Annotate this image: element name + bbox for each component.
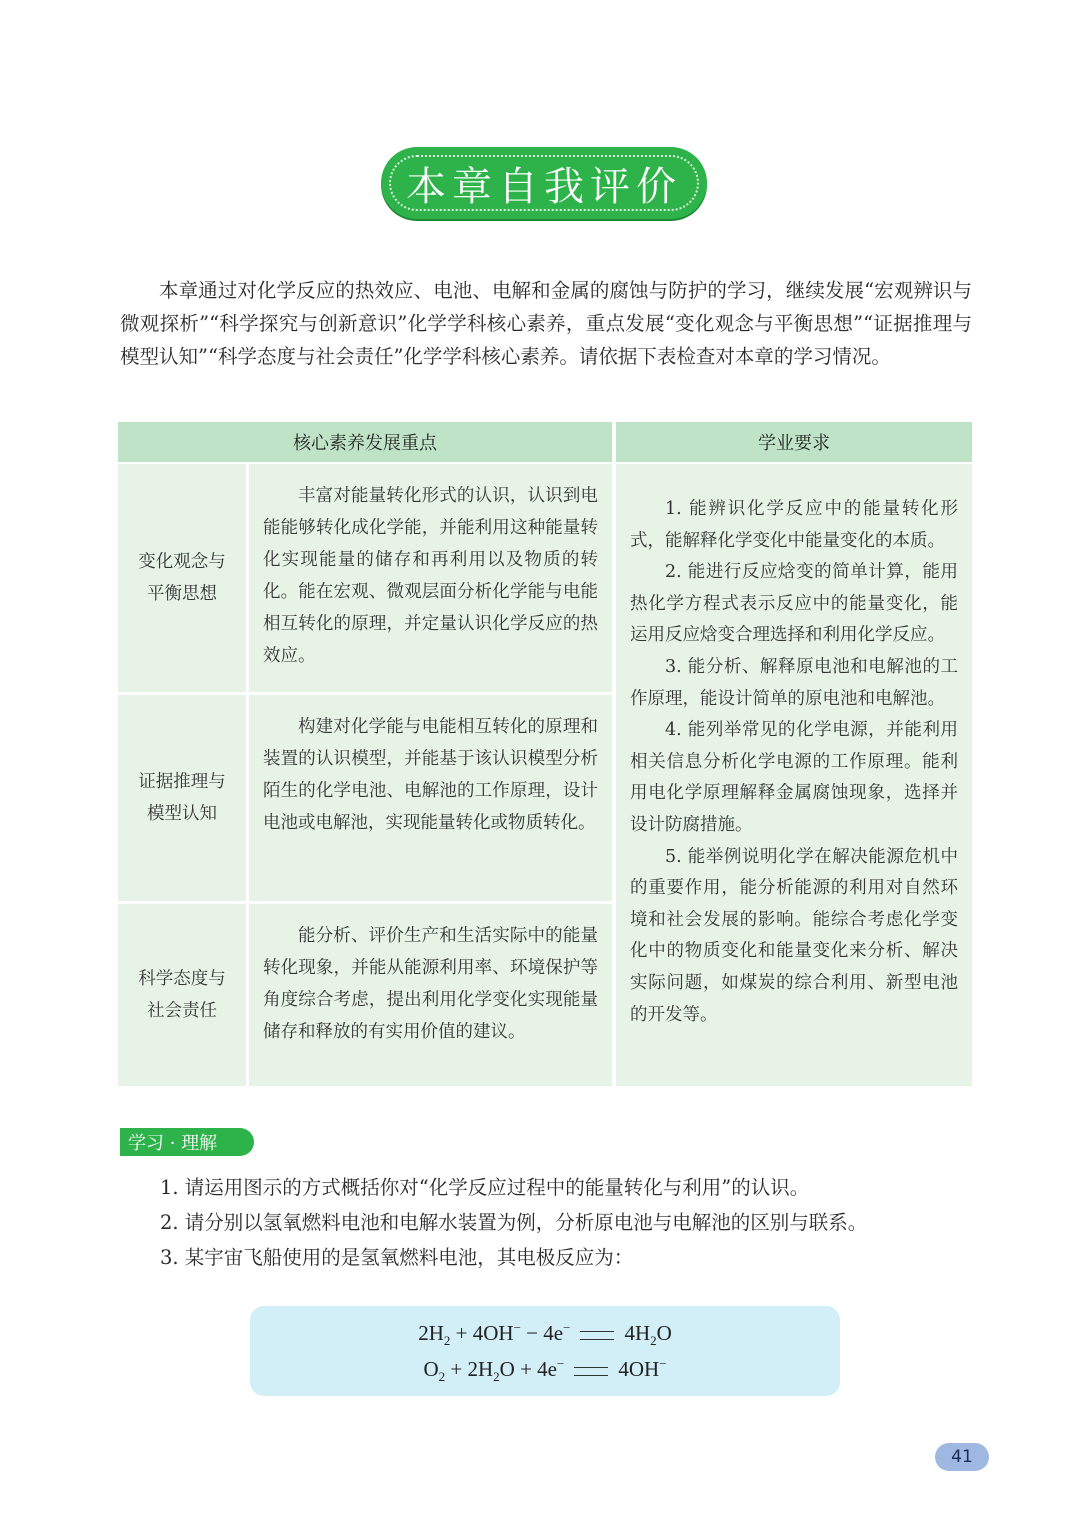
requirement-item: 5. 能举例说明化学在解决能源危机中的重要作用，能分析能源的利用对自然环境和社会发展的影响。能综合考虑化学变化中的物质变化和能量变化来分析、解决实际问题，如煤炭的综合利用、新型电池的开发等。 <box>630 846 958 1025</box>
label-line: 变化观念与 <box>138 552 226 572</box>
requirement-item: 3. 能分析、解释原电池和电解池的工作原理，能设计简单的原电池和电解池。 <box>630 656 958 709</box>
eq-term: − 4e <box>520 1321 564 1345</box>
header-focus: 核心素养发展重点 <box>118 422 612 462</box>
eq-term: 4OH <box>618 1357 660 1381</box>
row-desc-science-attitude <box>249 904 612 1086</box>
eq-term: 4H <box>624 1321 651 1345</box>
desc-text: 构建对化学能与电能相互转化的原理和装置的认识模型，并能基于该认识模型分析陌生的化学电池、电解池的工作原理，设计电池或电解池，实现能量转化或物质转化。 <box>263 717 598 833</box>
row-label-change-balance <box>118 464 246 692</box>
row-desc-evidence-model <box>249 695 612 901</box>
equals-sign <box>574 1367 608 1376</box>
eq-term: + 2H <box>445 1357 494 1381</box>
requirement-item: 2. 能进行反应焓变的简单计算，能用热化学方程式表示反应中的能量变化，能运用反应焓变合理选择和利用化学反应。 <box>630 562 958 646</box>
question-item: 2. 请分别以氢氧燃料电池和电解水装置为例，分析原电池与电解池的区别与联系。 <box>160 1211 868 1234</box>
eq-sub: 2 <box>493 1369 500 1385</box>
equation-anode <box>250 1320 840 1349</box>
equation-cathode <box>250 1356 840 1385</box>
row-label-evidence-model <box>118 695 246 901</box>
eq-term: O <box>656 1321 672 1345</box>
desc-text: 丰富对能量转化形式的认识，认识到电能能够转化成化学能，并能利用这种能量转化实现能量的储存和再利用以及物质的转化。能在宏观、微观层面分析化学能与电能相互转化的原理，并定量认识化学反应的热效应。 <box>263 486 598 666</box>
header-requirements: 学业要求 <box>616 422 972 462</box>
label-line: 科学态度与 <box>138 969 226 989</box>
requirement-item: 4. 能列举常见的化学电源，并能利用相关信息分析化学电源的工作原理。能利用电化学原理解释金属腐蚀现象，选择并设计防腐措施。 <box>630 720 958 835</box>
eq-sup: − <box>563 1320 571 1335</box>
eq-sup: − <box>557 1356 565 1371</box>
row-desc-change-balance <box>249 464 612 692</box>
equals-sign <box>580 1331 614 1340</box>
question-list <box>160 1170 960 1275</box>
requirements-cell <box>616 464 972 1086</box>
label-line: 模型认知 <box>147 804 217 824</box>
eq-sup: − <box>513 1320 521 1335</box>
eq-sub: 2 <box>438 1369 446 1385</box>
chapter-title-banner <box>381 147 707 219</box>
label-line: 证据推理与 <box>138 772 226 792</box>
equation-box <box>250 1306 840 1396</box>
eq-term: 2H <box>418 1321 444 1345</box>
eq-term: O + 4e <box>499 1357 557 1381</box>
label-line: 社会责任 <box>147 1001 217 1021</box>
requirement-item: 1. 能辨识化学反应中的能量转化形式，能解释化学变化中能量变化的本质。 <box>630 499 958 551</box>
eq-term: + 4OH <box>450 1321 514 1345</box>
row-label-science-attitude <box>118 904 246 1086</box>
self-evaluation-table <box>118 422 972 1086</box>
eq-term: O <box>423 1357 439 1381</box>
label-line: 平衡思想 <box>147 584 217 604</box>
eq-sub: 2 <box>650 1333 657 1349</box>
question-item: 3. 某宇宙飞船使用的是氢氧燃料电池，其电极反应为： <box>160 1246 634 1269</box>
eq-sub: 2 <box>443 1333 451 1349</box>
intro-paragraph: 本章通过对化学反应的热效应、电池、电解和金属的腐蚀与防护的学习，继续发展“宏观辨识与微观探析”“科学探究与创新意识”化学学科核心素养，重点发展“变化观念与平衡思想”“证据推理与模型认知”“科学态度与社会责任”化学学科核心素养。请依据下表检查对本章的学习情况。 <box>120 279 972 368</box>
page-number: 41 <box>935 1443 989 1471</box>
desc-text: 能分析、评价生产和生活实际中的能量转化现象，并能从能源利用率、环境保护等角度综合考虑，提出利用化学变化实现能量储存和释放的有实用价值的建议。 <box>263 926 598 1042</box>
eq-sup: − <box>659 1356 667 1371</box>
section-badge-study-understand: 学习 · 理解 <box>120 1128 254 1156</box>
page-title: 本章自我评价 <box>406 163 682 210</box>
question-item: 1. 请运用图示的方式概括你对“化学反应过程中的能量转化与利用”的认识。 <box>160 1176 810 1199</box>
